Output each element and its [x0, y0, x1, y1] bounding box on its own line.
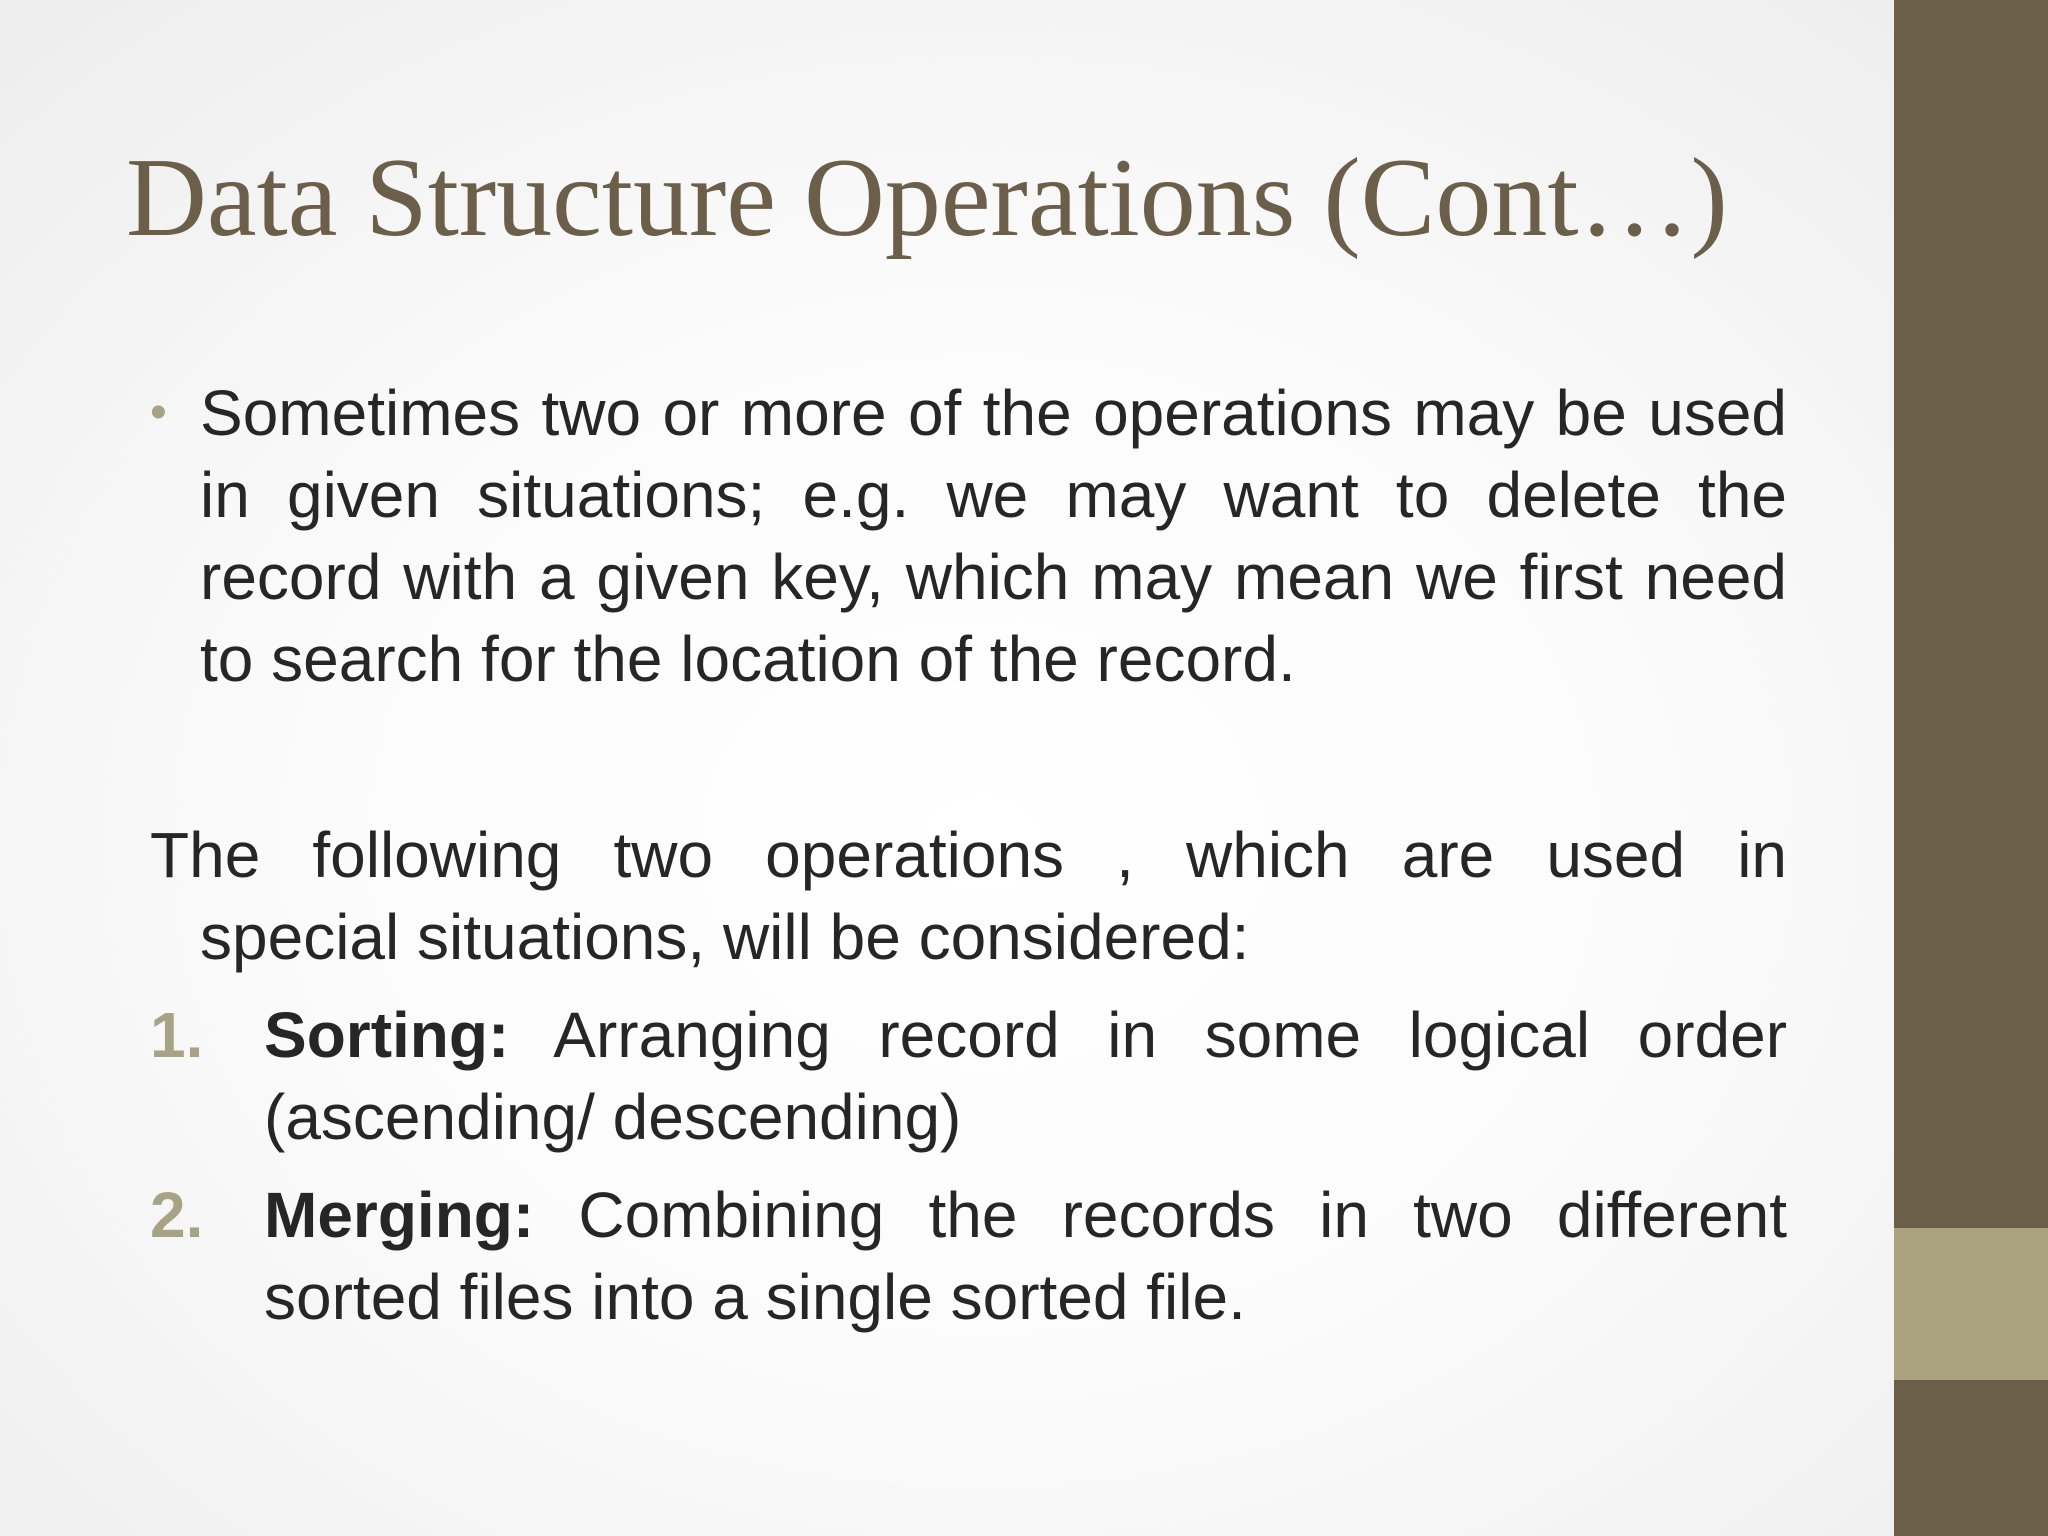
side-decoration-accent [1894, 1228, 2048, 1380]
list-item [150, 1174, 1787, 1338]
slide-title: Data Structure Operations (Cont…) [126, 136, 1728, 260]
bullet-paragraph: Sometimes two or more of the operations may be used in given situations; e.g. we may want to delete the record with a given key, which may mean we first need to search for the location of the record. [200, 377, 1787, 695]
list-item-body [264, 994, 1787, 1158]
bullet-icon: • [150, 386, 167, 439]
list-item-term: Sorting: [264, 999, 510, 1071]
intro-line-2: special situations, will be considered: [200, 901, 1250, 973]
list-item-body [264, 1174, 1787, 1338]
list-item [150, 994, 1787, 1158]
intro-paragraph [150, 814, 1787, 978]
list-number: 1. [150, 999, 204, 1071]
list-item-description: Combining the records in two different sorted files into a single sorted file. [264, 1179, 1788, 1333]
list-item-description: Arranging record in some logical order (ascending/ descending) [264, 999, 1787, 1153]
list-number: 2. [150, 1179, 204, 1251]
intro-line-1: The following two operations , which are used in [150, 819, 1787, 891]
list-item-term: Merging: [264, 1179, 535, 1251]
